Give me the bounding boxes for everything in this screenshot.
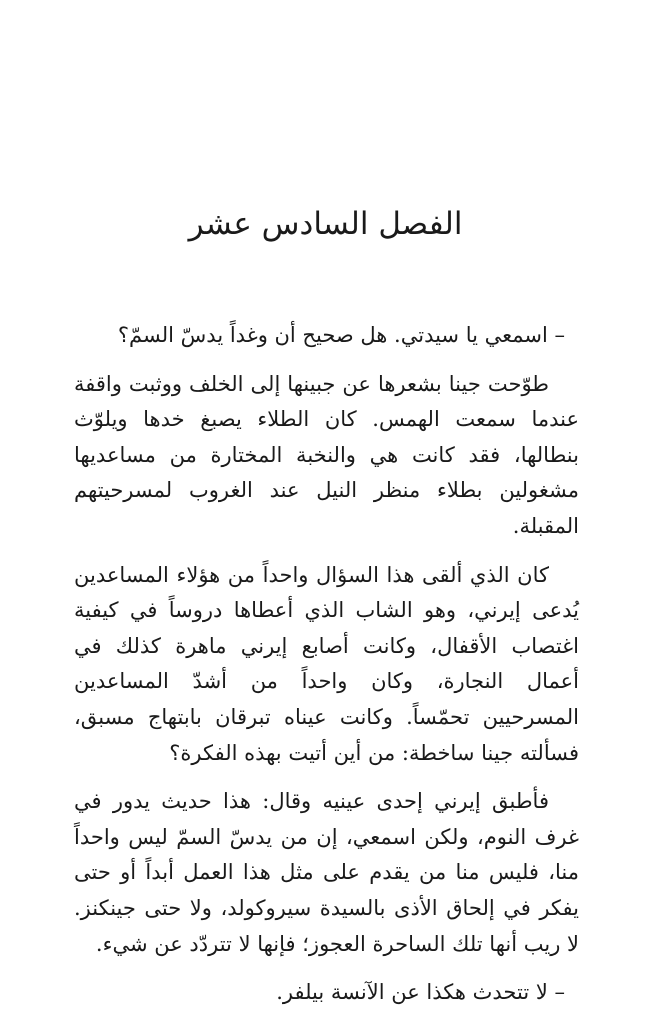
paragraph: طوّحت جينا بشعرها عن جبينها إلى الخلف ووثبت واقفة عندما سمعت الهمس. كان الطلاء يصبغ خدها ويلوّث بنطالها، فقد كانت هي والنخبة المختارة من مساعديها مشغولين بطلاء منظر النيل عند الغروب لمسرحيتهم المقبلة. (74, 371, 579, 538)
paragraph-dialogue: – لا تتحدث هكذا عن الآنسة بيلفر. (276, 980, 565, 1005)
chapter-title: الفصل السادس عشر (188, 206, 463, 242)
paragraph: فأطبق إيرني إحدى عينيه وقال: هذا حديث يدور في غرف النوم، ولكن اسمعي، إن من يدسّ السمّ ليس واحداً منا، فليس منا من يقدم على مثل هذا العمل أبداً أو حتى يفكر في إلحاق الأذى بالسيدة سيروكولد، ولا حتى جينكنز. لا ريب أنها تلك الساحرة العجوز؛ فإنها لا تتردّد عن شيء. (74, 789, 579, 956)
paragraph-dialogue: – اسمعي يا سيدتي. هل صحيح أن وغداً يدسّ السمّ؟ (117, 323, 565, 347)
paragraph: كان الذي ألقى هذا السؤال واحداً من هؤلاء المساعدين يُدعى إيرني، وهو الشاب الذي أعطاها دروساً في كيفية اغتصاب الأقفال، وكانت أصابع إيرني ماهرة كذلك في أعمال النجارة، وكان واحداً من أشدّ المساعدين المسرحيين تحمّساً. وكانت عيناه تبرقان بابتهاج مسبق، فسألته جينا ساخطة: من أين أتيت بهذه الفكرة؟ (74, 562, 579, 765)
chapter-body (74, 318, 579, 1024)
